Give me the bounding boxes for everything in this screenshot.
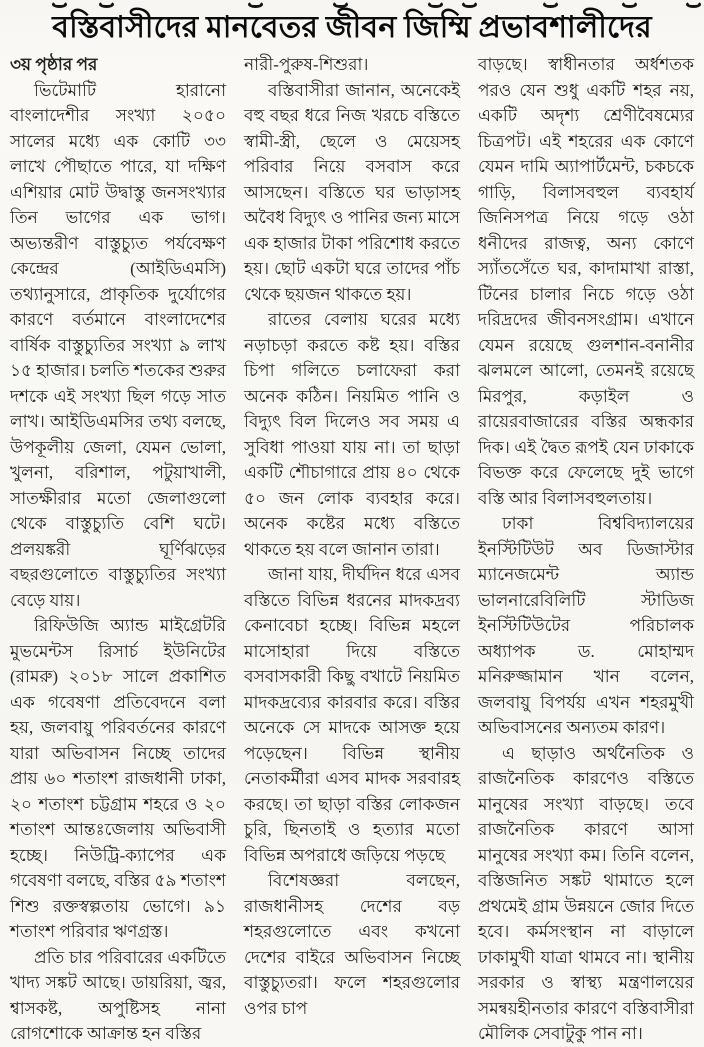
column-3 [478,52,694,1047]
glyph-fragment [248,1,263,8]
article-paragraph: এ ছাড়াও অর্থনৈতিক ও রাজনৈতিক কারণেও বস্তিতে মানুষের সংখ্যা বাড়ছে। তবে রাজনৈতিক কারণে আসা মানুষের সংখ্যা কম। তিনি বলেন, বস্তিজনিত সঙ্কট থামাতে হলে প্রথমেই গ্রাম উন্নয়নে জোর দিতে হবে। কর্মসংস্থান না বাড়ালে ঢাকামুখী যাত্রা থামবে না। স্থানীয় সরকার ও স্বাস্থ্য মন্ত্রণালয়ের সমন্বয়হীনতার কারণে বস্তিবাসীরা মৌলিক সেবাটুকু পান না। [478,743,694,1043]
column-2 [244,52,460,1021]
glyph-fragment [333,1,348,8]
glyph-fragment [99,1,114,8]
article-paragraph: নারী-পুরুষ-শিশুরা। [244,55,369,74]
article-paragraph: বাড়ছে। স্বাধীনতার অর্ধশতক পরও যেন শুধু একটি শহর নয়, একটি অদৃশ্য শ্রেণীবৈষম্যের চিত্রপট। এই শহরের এক কোণে যেমন দামি অ্যাপার্টমেন্ট, চকচকে গাড়ি, বিলাসবহুল ব্যবহার্য জিনিসপত্র নিয়ে গড়ে ওঠা ধনীদের রাজত্ব, অন্য কোণে স্যাঁতসেঁতে ঘর, কাদামাখা রাস্তা, টিনের চালার নিচে গড়ে ওঠা দরিদ্রদের জীবনসংগ্রাম। এখানে যেমন রয়েছে গুলশান-বনানীর ঝলমলে আলো, তেমনই রয়েছে মিরপুর, কড়াইল ও রায়েরবাজারের বস্তির অন্ধকার দিক। এই দ্বৈত রূপই যেন ঢাকাকে বিভক্ত করে ফেলেছে দুই ভাগে বস্তি আর বিলাসবহুলতায়। [478,55,694,508]
article-paragraph: রিফিউজি অ্যান্ড মাইগ্রেটরি মুভমেন্টস রিসার্চ ইউনিটের (রামরু) ২০১৮ সালে প্রকাশিত এক গবেষণা প্রতিবেদনে বলা হয়, জলবায়ু পরিবর্তনের কারণে যারা অভিবাসন নিচ্ছে তাদের প্রায় ৬০ শতাংশ রাজধানী ঢাকা, ২০ শতাংশ চট্টগ্রাম শহরে ও ২০ শতাংশ আন্তঃজেলায় অভিবাসী হচ্ছে। নিউট্রি-ক্যাপের এক গবেষণা বলছে, বস্তির ৫৯ শতাংশ শিশু রক্তস্বল্পতায় ভোগে। ৯১ শতাংশ পরিবার ঋণগ্রস্ত। [10,616,226,941]
glyph-fragment [622,1,637,8]
glyph-fragment [428,1,443,8]
article-paragraph: ভিটেমাটি হারানো বাংলাদেশীর সংখ্যা ২০৫০ সালের মধ্যে এক কোটি ৩৩ লাখে পৌছাতে পারে, যা দক্ষিণ এশিয়ার মোট উদ্বাস্তু জনসংখ্যার তিন ভাগের এক ভাগ। অভ্যন্তরীণ বাস্তুচ্যুত পর্যবেক্ষণ কেন্দ্রের (আইডিএমসি) তথ্যানুসারে, প্রাকৃতিক দুর্যোগের কারণে বর্তমানে বাংলাদেশের বার্ষিক বাস্তুচ্যুতির সংখ্যা ৯ লাখ ১৫ হাজার। চলতি শতকের শুরুর দশকে এই সংখ্যা ছিল গড়ে সাত লাখ। আইডিএমসির তথ্য বলছে, উপকূলীয় জেলা, যেমন ভোলা, খুলনা, বরিশাল, পটুয়াখালী, সাতক্ষীরার মতো জেলাগুলো থেকে বাস্তুচ্যুতি বেশি ঘটে। প্রলয়ঙ্করী ঘূর্ণিঝড়ের বছরগুলোতে বাস্তুচ্যুতির সংখ্যা বেড়ে যায়। [10,80,226,610]
cropped-previous-line [0,0,704,10]
article-body [0,52,704,1047]
article-paragraph: বিশেষজ্ঞরা বলছেন, রাজধানীসহ দেশের বড় শহরগুলোতে এবং কখনো দেশের বাইরে অভিবাসন নিচ্ছে বাস্তুচ্যুতরা। ফলে শহরগুলোর ওপর চাপ [244,871,460,1018]
article-paragraph: ৩য় পৃষ্ঠার পর [10,55,98,74]
glyph-fragment [52,1,67,8]
article-paragraph: প্রতি চার পরিবারের একটিতে খাদ্য সঙ্কট আছে। ডায়রিয়া, জ্বর, শ্বাসকষ্ট, অপুষ্টিসহ নানা রোগশোকে আক্রান্ত হন বস্তির [10,947,226,1043]
glyph-fragment [462,1,477,8]
glyph-fragment [686,1,701,8]
article-headline: বস্তিবাসীদের মানবেতর জীবন জিম্মি প্রভাবশালীদের [52,11,652,44]
column-1 [10,52,226,1047]
glyph-fragment [543,1,558,8]
article-paragraph: জানা যায়, দীর্ঘদিন ধরে এসব বস্তিতে বিভিন্ন ধরনের মাদকদ্রব্য কেনাবেচা হচ্ছে। বিভিন্ন মহলে মাসোহারা দিয়ে বস্তিতে বসবাসকারী কিছু বখাটে নিয়মিত মাদকদ্রব্যের কারবার করে। বস্তির অনেকে সে মাদকে আসক্ত হয়ে পড়েছেন। বিভিন্ন স্থানীয় নেতাকর্মীরা এসব মাদক সরবারহ করছে। তা ছাড়া বস্তির লোকজন চুরি, ছিনতাই ও হত্যার মতো বিভিন্ন অপরাধে জড়িয়ে পড়ছে [244,565,460,865]
article-paragraph: বস্তিবাসীরা জানান, অনেকেই বহু বছর ধরে নিজ খরচে বস্তিতে স্বামী-স্ত্রী, ছেলে ও মেয়েসহ পরিবার নিয়ে বসবাস করে আসছেন। বস্তিতে ঘর ভাড়াসহ অবৈধ বিদ্যুৎ ও পানির জন্য মাসে এক হাজার টাকা পরিশোধ করতে হয়। ছোট একটা ঘরে তাদের পাঁচ থেকে ছয়জন থাকতে হয়। [244,80,460,304]
article-paragraph: ঢাকা বিশ্ববিদ্যালয়ের ইনস্টিটিউট অব ডিজাস্টার ম্যানেজমেন্ট অ্যান্ড ভালনারেবিলিটি স্টাডিজ ইনস্টিটিউটের পরিচালক অধ্যাপক ড. মোহাম্মদ মনিরুজ্জামান খান বলেন, জলবায়ু বিপর্যয় এখন শহরমুখী অভিবাসনের অন্যতম কারণ। [478,514,694,737]
article-paragraph: রাতের বেলায় ঘরের মধ্যে নড়াচড়া করতে কষ্ট হয়। বস্তির চিপা গলিতে চলাফেরা করা অনেক কঠিন। নিয়মিত পানি ও বিদ্যুৎ বিল দিলেও সব সময় এ সুবিধা পাওয়া যায় না। তা ছাড়া একটি শৌচাগারে প্রায় ৪০ থেকে ৫০ জন লোক ব্যবহার করে। অনেক কষ্টের মধ্যে বস্তিতে থাকতে হয় বলে জানান তারা। [244,310,460,559]
